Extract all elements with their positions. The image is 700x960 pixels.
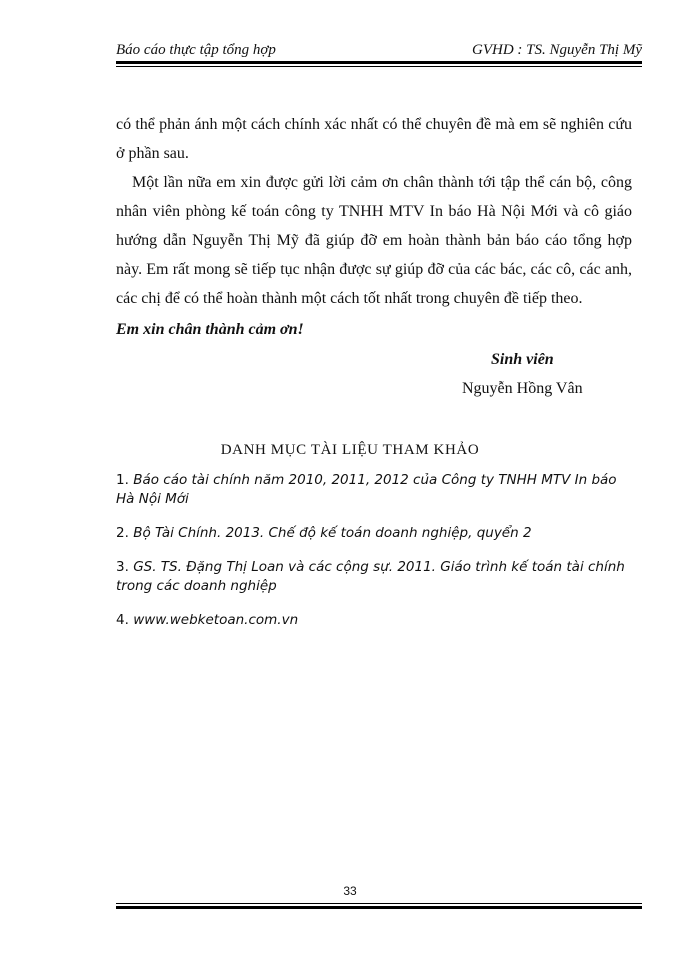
reference-number: 4. xyxy=(116,612,129,628)
reference-text: Báo cáo tài chính năm 2010, 2011, 2012 của Công ty TNHH MTV In báo Hà Nội Mới xyxy=(116,472,617,507)
header-supervisor: GVHD : TS. Nguyễn Thị Mỹ xyxy=(472,42,642,58)
reference-number: 2. xyxy=(116,525,129,541)
reference-text: GS. TS. Đặng Thị Loan và các cộng sự. 2011. Giáo trình kế toán tài chính trong các doanh nghiệp xyxy=(116,559,625,594)
signature-role: Sinh viên xyxy=(491,351,554,368)
body-text xyxy=(116,110,632,403)
reference-item xyxy=(116,611,636,630)
reference-text: www.webketoan.com.vn xyxy=(133,612,299,628)
header-rule-thin xyxy=(116,66,642,67)
signature-name: Nguyễn Hồng Vân xyxy=(462,380,583,397)
reference-number: 1. xyxy=(116,472,129,488)
header-report-title: Báo cáo thực tập tổng hợp xyxy=(116,42,276,58)
page-number: 33 xyxy=(343,884,357,898)
paragraph-acknowledgement: Một lần nữa em xin được gửi lời cảm ơn chân thành tới tập thể cán bộ, công nhân viên phòng kế toán công ty TNHH MTV In báo Hà Nội Mới và cô giáo hướng dẫn Nguyễn Thị Mỹ đã giúp đỡ em hoàn thành bản báo cáo tổng hợp này. Em rất mong sẽ tiếp tục nhận được sự giúp đỡ của các bác, các cô, các anh, các chị để có thể hoàn thành một cách tốt nhất trong chuyên đề tiếp theo. xyxy=(116,174,632,307)
references-title: DANH MỤC TÀI LIỆU THAM KHẢO xyxy=(220,442,480,458)
reference-item xyxy=(116,524,636,543)
paragraph-continuation: có thể phản ánh một cách chính xác nhất có thể chuyên đề mà em sẽ nghiên cứu ở phần sau. xyxy=(116,116,632,162)
reference-item xyxy=(116,471,636,509)
reference-number: 3. xyxy=(116,559,129,575)
reference-item xyxy=(116,558,636,596)
references-list xyxy=(116,471,636,645)
reference-text: Bộ Tài Chính. 2013. Chế độ kế toán doanh nghiệp, quyển 2 xyxy=(133,525,532,541)
closing-thanks: Em xin chân thành cảm ơn! xyxy=(116,321,304,338)
footer-rule-thin xyxy=(116,903,642,904)
header-rule-thick xyxy=(116,61,642,64)
page-header xyxy=(116,38,642,62)
footer-rule-thick xyxy=(116,906,642,909)
